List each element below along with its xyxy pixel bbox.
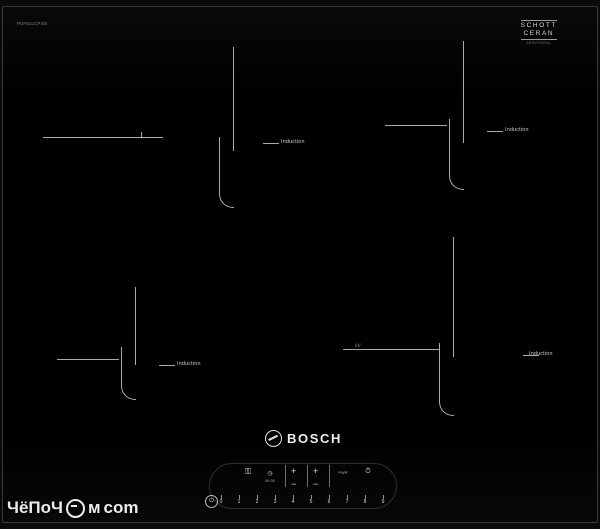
left-zone-plus[interactable]: + <box>291 466 297 476</box>
watermark-text-before: ЧёПоЧ <box>7 498 63 517</box>
zone-rear-left-tick <box>141 132 142 138</box>
power-level-slider[interactable] <box>221 495 387 507</box>
zone-rear-left-label: Induction <box>281 139 305 145</box>
panel-separator-mid <box>307 465 308 487</box>
zone-front-left-dash <box>159 365 175 366</box>
schott-rule-top <box>521 20 557 21</box>
left-zone-minus[interactable]: − <box>291 479 297 489</box>
power-button[interactable]: ⏻ <box>205 495 218 508</box>
right-zone-plus[interactable]: + <box>313 466 319 476</box>
slider-label-2[interactable]: 2 <box>255 499 259 505</box>
zone-front-right-inner-mark: \/\/ <box>355 343 361 348</box>
bosch-logo <box>265 430 342 447</box>
zone-rear-left-vline <box>233 47 234 151</box>
powerboost-button[interactable] <box>331 470 355 475</box>
child-lock-button[interactable] <box>237 468 259 476</box>
timer-button[interactable] <box>259 470 281 483</box>
watermark-text-after: м <box>87 498 101 517</box>
panel-separator-left <box>285 465 286 487</box>
watermark <box>7 498 139 518</box>
watermark-logo-icon <box>66 499 85 518</box>
panel-separator-right <box>329 465 330 487</box>
slider-label-1[interactable]: 1 <box>237 499 241 505</box>
slider-label-8[interactable]: 8 <box>363 499 367 505</box>
zone-front-left-hline <box>57 359 119 360</box>
pause-icon: ⏱ <box>365 468 371 475</box>
zone-rear-left-corner <box>219 137 234 208</box>
zone-rear-right-label: Induction <box>505 127 529 133</box>
slider-label-7[interactable]: 7 <box>345 499 349 505</box>
zone-rear-right-hline <box>385 125 447 126</box>
powerboost-label: PWR <box>338 471 348 475</box>
zone-front-right-vline <box>453 237 454 357</box>
slider-label-0[interactable]: 0 <box>219 499 223 505</box>
bosch-wordmark: BOSCH <box>287 431 342 446</box>
hob-glass-surface <box>2 6 598 523</box>
zone-front-left-corner <box>121 347 136 400</box>
zone-front-right-hline <box>343 349 439 350</box>
zone-rear-right <box>381 41 581 221</box>
schott-word: SCHOTT <box>520 22 557 29</box>
child-lock-icon: ⚿ <box>244 467 252 476</box>
timer-label: 00:00 <box>265 479 275 483</box>
zone-front-right-label: Induction <box>529 351 553 357</box>
zone-front-left-label: Induction <box>177 361 201 367</box>
pause-button[interactable] <box>357 468 379 476</box>
model-code-label: PUF61LCP/06 <box>17 21 48 26</box>
zone-rear-left <box>33 47 303 237</box>
schott-rule-bottom <box>521 39 557 40</box>
timer-icon: ◷ <box>267 471 273 477</box>
zone-front-right-corner <box>439 343 454 416</box>
schott-subline: SERVOGRAL <box>526 41 552 45</box>
zone-rear-left-hline <box>43 137 163 138</box>
zone-front-right <box>333 237 595 437</box>
slider-label-9[interactable]: 9 <box>381 499 385 505</box>
slider-label-4[interactable]: 4 <box>291 499 295 505</box>
right-zone-minus[interactable]: − <box>313 479 319 489</box>
control-panel[interactable] <box>199 462 407 514</box>
slider-label-3[interactable]: 3 <box>273 499 277 505</box>
zone-rear-left-dash <box>263 143 279 144</box>
zone-front-left <box>51 287 291 417</box>
bosch-mark-icon <box>265 430 282 447</box>
zone-rear-right-dash <box>487 131 503 132</box>
watermark-suffix: com <box>103 498 139 517</box>
slider-label-5[interactable]: 5 <box>309 499 313 505</box>
ceran-word: CERAN <box>523 30 555 37</box>
zone-rear-right-corner <box>449 119 464 190</box>
slider-label-6[interactable]: 6 <box>327 499 331 505</box>
